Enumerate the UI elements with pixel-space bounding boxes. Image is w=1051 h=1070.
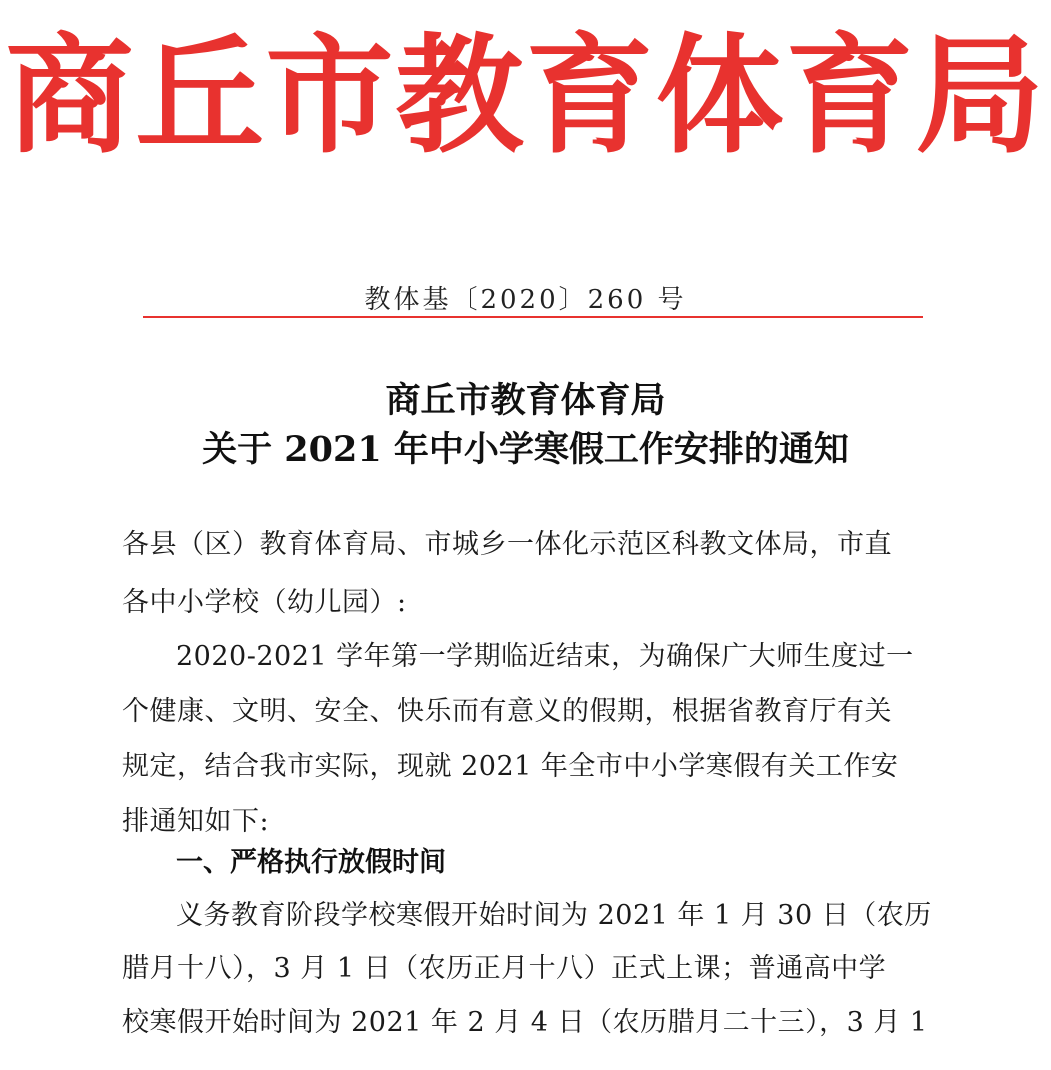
- paragraph-line: 排通知如下:: [122, 806, 270, 837]
- paragraph-line: 校寒假开始时间为 2021 年 2 月 4 日（农历腊月二十三），3 月 1: [122, 1007, 928, 1038]
- paragraph-line: 义务教育阶段学校寒假开始时间为 2021 年 1 月 30 日（农历: [176, 900, 932, 931]
- document-number: 教体基〔2020〕260 号: [364, 285, 687, 315]
- addressee-line-2: 各中小学校（幼儿园）:: [122, 587, 407, 618]
- addressee-line-1: 各县（区）教育体育局、市城乡一体化示范区科教文体局，市直: [122, 529, 892, 560]
- section-heading: 一、严格执行放假时间: [176, 847, 446, 878]
- paragraph-line: 腊月十八），3 月 1 日（农历正月十八）正式上课；普通高中学: [122, 953, 887, 984]
- paragraph-line: 个健康、文明、安全、快乐而有意义的假期，根据省教育厅有关: [122, 696, 892, 727]
- document-title-line-2: 关于 2021 年中小学寒假工作安排的通知: [202, 429, 849, 470]
- document-title-line-1: 商丘市教育体育局: [385, 380, 666, 421]
- paragraph-line: 规定，结合我市实际，现就 2021 年全市中小学寒假有关工作安: [122, 751, 899, 782]
- paragraph-line: 2020-2021 学年第一学期临近结束，为确保广大师生度过一: [176, 641, 914, 672]
- red-divider-line: [143, 316, 923, 318]
- agency-masthead: 商丘市教育体育局: [5, 22, 1046, 171]
